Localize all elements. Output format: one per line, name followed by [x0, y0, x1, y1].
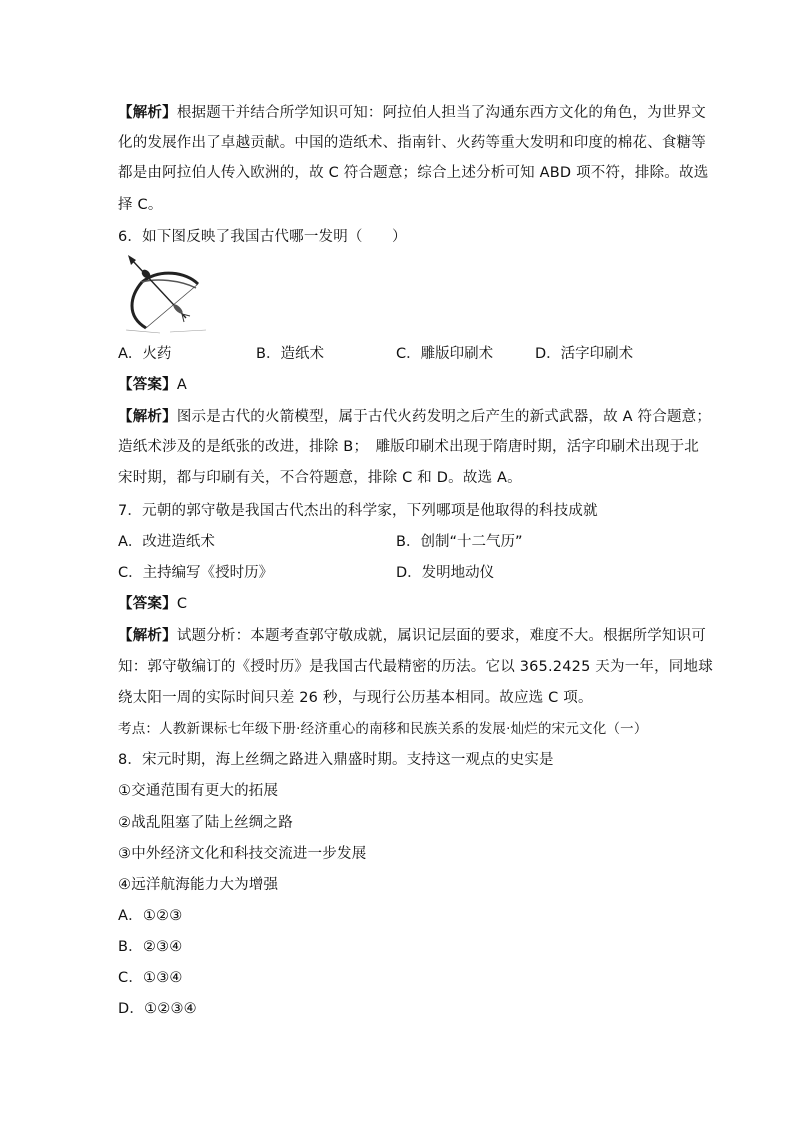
question-7-stem: 7．元朝的郭守敬是我国古代杰出的科学家，下列哪项是他取得的科技成就	[118, 503, 598, 519]
statement-item: ③中外经济文化和科技交流进一步发展	[118, 846, 367, 862]
question-6-stem: 6．如下图反映了我国古代哪一发明（ ）	[118, 229, 407, 245]
answer-line	[118, 373, 187, 394]
analysis-line: 绕太阳一周的实际时间只差 26 秒，与现行公历基本相同。故应选 C 项。	[118, 690, 593, 706]
option-a: A．①②③	[118, 908, 183, 924]
analysis-paragraph-line: 化的发展作出了卓越贡献。中国的造纸术、指南针、火药等重大发明和印度的棉花、食糖等	[118, 135, 706, 151]
answer-tag: 【答案】	[118, 596, 177, 612]
analysis-line: 知：郭守敬编订的《授时历》是我国古代最精密的历法。它以 365.2425 天为一年，同地球	[118, 659, 713, 675]
analysis-paragraph-line: 都是由阿拉伯人传入欧洲的，故 C 符合题意；综合上述分析可知 ABD 项不符，排除。故选	[118, 165, 709, 181]
analysis-text: 图示是古代的火箭模型，属于古代火药发明之后产生的新式武器，故 A 符合题意；	[176, 409, 712, 425]
analysis-line	[118, 624, 706, 645]
analysis-text: 试题分析：本题考查郭守敬成就，属识记层面的要求，难度不大。根据所学知识可	[176, 628, 707, 644]
statement-item: ②战乱阻塞了陆上丝绸之路	[118, 815, 293, 831]
analysis-text: 根据题干并结合所学知识可知：阿拉伯人担当了沟通东西方文化的角色，为世界文	[176, 105, 707, 121]
option-d: D．活字印刷术	[535, 346, 634, 362]
option-c: C．主持编写《授时历》	[118, 565, 274, 581]
option-c: C．①③④	[118, 970, 183, 986]
option-c: C．雕版印刷术	[396, 346, 494, 362]
analysis-tag: 【解析】	[118, 628, 177, 644]
exam-point-line: 考点：人教新课标七年级下册·经济重心的南移和民族关系的发展·灿烂的宋元文化（一）	[118, 721, 648, 737]
option-b: B．造纸术	[256, 346, 324, 362]
analysis-tag: 【解析】	[118, 105, 177, 121]
option-d: D．发明地动仪	[396, 565, 495, 581]
statement-item: ④远洋航海能力大为增强	[118, 877, 279, 893]
option-a: A．火药	[118, 346, 172, 362]
option-b: B．②③④	[118, 939, 183, 955]
answer-value: C	[176, 596, 188, 612]
analysis-paragraph-line: 择 C。	[118, 197, 163, 213]
analysis-line: 造纸术涉及的是纸张的改进，排除 B； 雕版印刷术出现于隋唐时期，活字印刷术出现于北	[118, 439, 700, 455]
fire-arrow-bow-figure	[120, 254, 210, 334]
analysis-line	[118, 405, 711, 426]
analysis-paragraph-line	[118, 101, 706, 122]
option-b: B．创制“十二气历”	[396, 534, 523, 550]
statement-item: ①交通范围有更大的拓展	[118, 783, 279, 799]
answer-value: A	[176, 377, 187, 393]
option-a: A．改进造纸术	[118, 534, 215, 550]
analysis-tag: 【解析】	[118, 409, 177, 425]
answer-tag: 【答案】	[118, 377, 177, 393]
option-d: D．①②③④	[118, 1001, 197, 1017]
answer-line	[118, 592, 187, 613]
question-8-stem: 8．宋元时期，海上丝绸之路进入鼎盛时期。支持这一观点的史实是	[118, 752, 554, 768]
analysis-line: 宋时期，都与印刷有关，不合符题意，排除 C 和 D。故选 A。	[118, 470, 522, 486]
